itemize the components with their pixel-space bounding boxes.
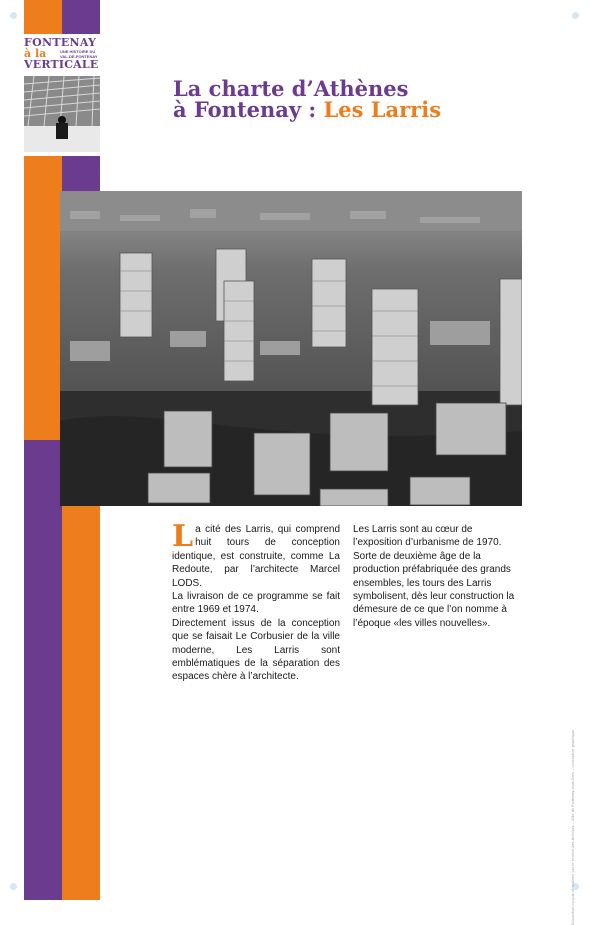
paragraph: a cité des Larris, qui comprend huit tours de conception identique, est construite, comme La Redoute, par l’architecte Marcel LODS. — [172, 524, 340, 589]
drop-cap: L — [172, 519, 194, 554]
paragraph: La livraison de ce programme se fait entre 1969 et 1974. — [172, 591, 340, 616]
body-column-left — [172, 519, 340, 684]
mounting-dot — [572, 12, 579, 19]
body-column-right — [353, 523, 523, 630]
mounting-dot — [10, 12, 17, 19]
purple-stripe-lower — [24, 440, 62, 900]
paragraph: Les Larris sont au cœur de l’exposition d’urbanisme de 1970. Sorte de deuxième âge de la production préfabriquée des grands ensembles, les tours des Larris symbolisent, dès leur construction la démesure de ce que l’on nomme à l’époque «les villes nouvelles». — [353, 524, 515, 629]
page-title — [173, 78, 441, 120]
logo-subtitle: UNE HISTOIRE DU VAL-DE-FONTENAY — [60, 49, 98, 59]
logo-line-3: VERTICALE — [24, 58, 99, 71]
title-line-2-highlight: Les Larris — [323, 97, 442, 122]
logo-line-1: FONTENAY — [24, 36, 97, 49]
credits-text: Exposition conçue et réalisée par le service des Archives – Ville de Fontenay-sous-Bois – conception graphique — [571, 730, 575, 925]
series-logo — [22, 34, 102, 156]
paragraph: Directement issus de la conception que se faisait Le Corbusier de la ville moderne, Les Larris sont emblématiques de la séparation des espaces chère à l’architecte. — [172, 617, 340, 683]
title-line-2-prefix: à Fontenay : — [173, 97, 324, 122]
logo-photo — [24, 76, 100, 152]
title-line-1: La charte d’Athènes — [173, 76, 409, 101]
logo-line-2: à la — [24, 47, 47, 60]
aerial-photo-larris — [60, 191, 522, 506]
mounting-dot — [10, 883, 17, 890]
orange-stripe-lower — [62, 440, 100, 900]
